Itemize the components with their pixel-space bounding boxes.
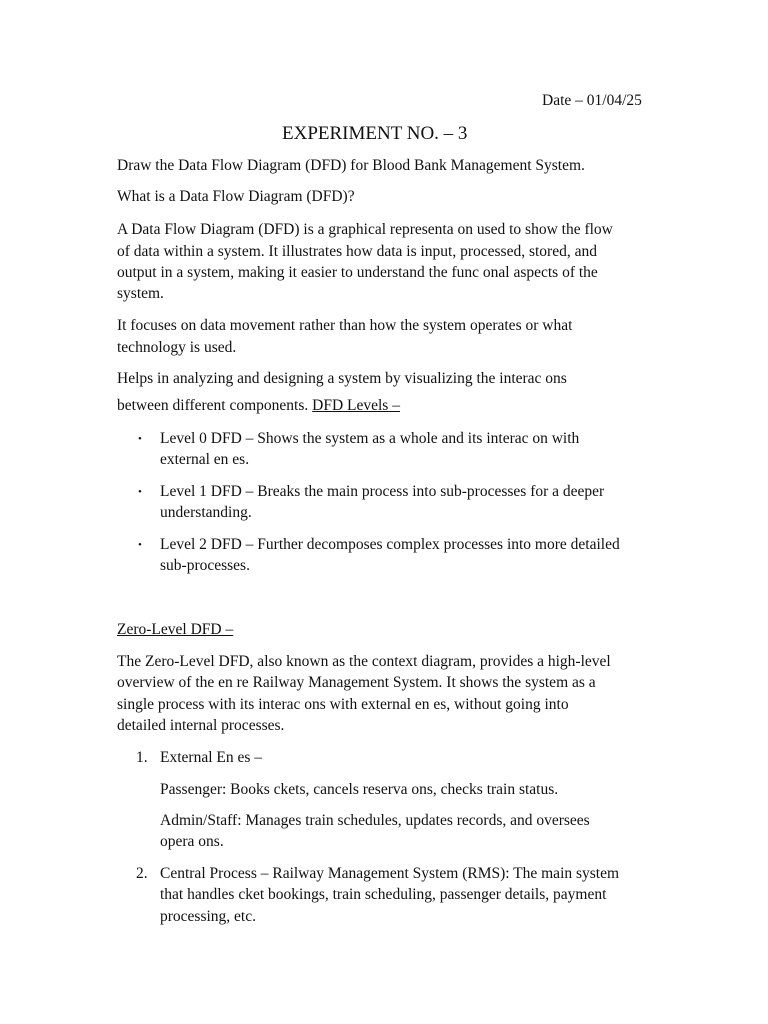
zero-level-heading: Zero-Level DFD –: [117, 621, 234, 638]
paragraph-line: output in a system, making it easier to understand the func onal aspects of the: [117, 264, 598, 281]
paragraph-line: The Zero-Level DFD, also known as the context diagram, provides a high-level: [117, 653, 611, 670]
admin-line: Admin/Staff: Manages train schedules, updates records, and oversees: [160, 812, 590, 829]
paragraph-line: overview of the en re Railway Management System. It shows the system as a: [117, 674, 596, 691]
passenger-line: Passenger: Books ckets, cancels reserva ons, checks train status.: [160, 781, 559, 798]
list-number: 2.: [136, 865, 148, 882]
list-item-line: sub-processes.: [160, 557, 250, 574]
list-number: 1.: [136, 749, 148, 766]
list-item-line: processing, etc.: [160, 908, 256, 925]
bullet-icon: •: [138, 486, 142, 498]
list-item-line: understanding.: [160, 504, 252, 521]
dfd-levels-heading: DFD Levels –: [312, 397, 400, 414]
paragraph-line: [117, 395, 400, 416]
bullet-icon: •: [138, 433, 142, 445]
helps-text: between different components.: [117, 397, 309, 414]
paragraph-line: of data within a system. It illustrates how data is input, processed, stored, and: [117, 243, 597, 260]
paragraph-line: detailed internal processes.: [117, 717, 285, 734]
list-item-line: that handles cket bookings, train scheduling, passenger details, payment: [160, 886, 607, 903]
external-entities-heading: External En es –: [160, 749, 263, 766]
admin-line: opera ons.: [160, 833, 224, 850]
paragraph-line: system.: [117, 285, 164, 302]
question-heading: What is a Data Flow Diagram (DFD)?: [117, 188, 355, 205]
paragraph-line: Helps in analyzing and designing a system by visualizing the interac ons: [117, 370, 567, 387]
paragraph-line: A Data Flow Diagram (DFD) is a graphical representa on used to show the flow: [117, 221, 613, 238]
aim-text: Draw the Data Flow Diagram (DFD) for Blood Bank Management System.: [117, 157, 585, 174]
list-item-line: Central Process – Railway Management System (RMS): The main system: [160, 865, 620, 882]
date-line: Date – 01/04/25: [542, 92, 642, 109]
paragraph-line: It focuses on data movement rather than how the system operates or what: [117, 317, 573, 334]
bullet-icon: •: [138, 539, 142, 551]
list-item-line: Level 0 DFD – Shows the system as a whole and its interac on with: [160, 430, 580, 447]
paragraph-line: technology is used.: [117, 339, 237, 356]
list-item-line: external en es.: [160, 451, 250, 468]
list-item-line: Level 1 DFD – Breaks the main process into sub-processes for a deeper: [160, 483, 605, 500]
list-item-line: Level 2 DFD – Further decomposes complex processes into more detailed: [160, 536, 620, 553]
experiment-title: EXPERIMENT NO. – 3: [282, 123, 468, 144]
paragraph-line: single process with its interac ons with external en es, without going into: [117, 696, 569, 713]
